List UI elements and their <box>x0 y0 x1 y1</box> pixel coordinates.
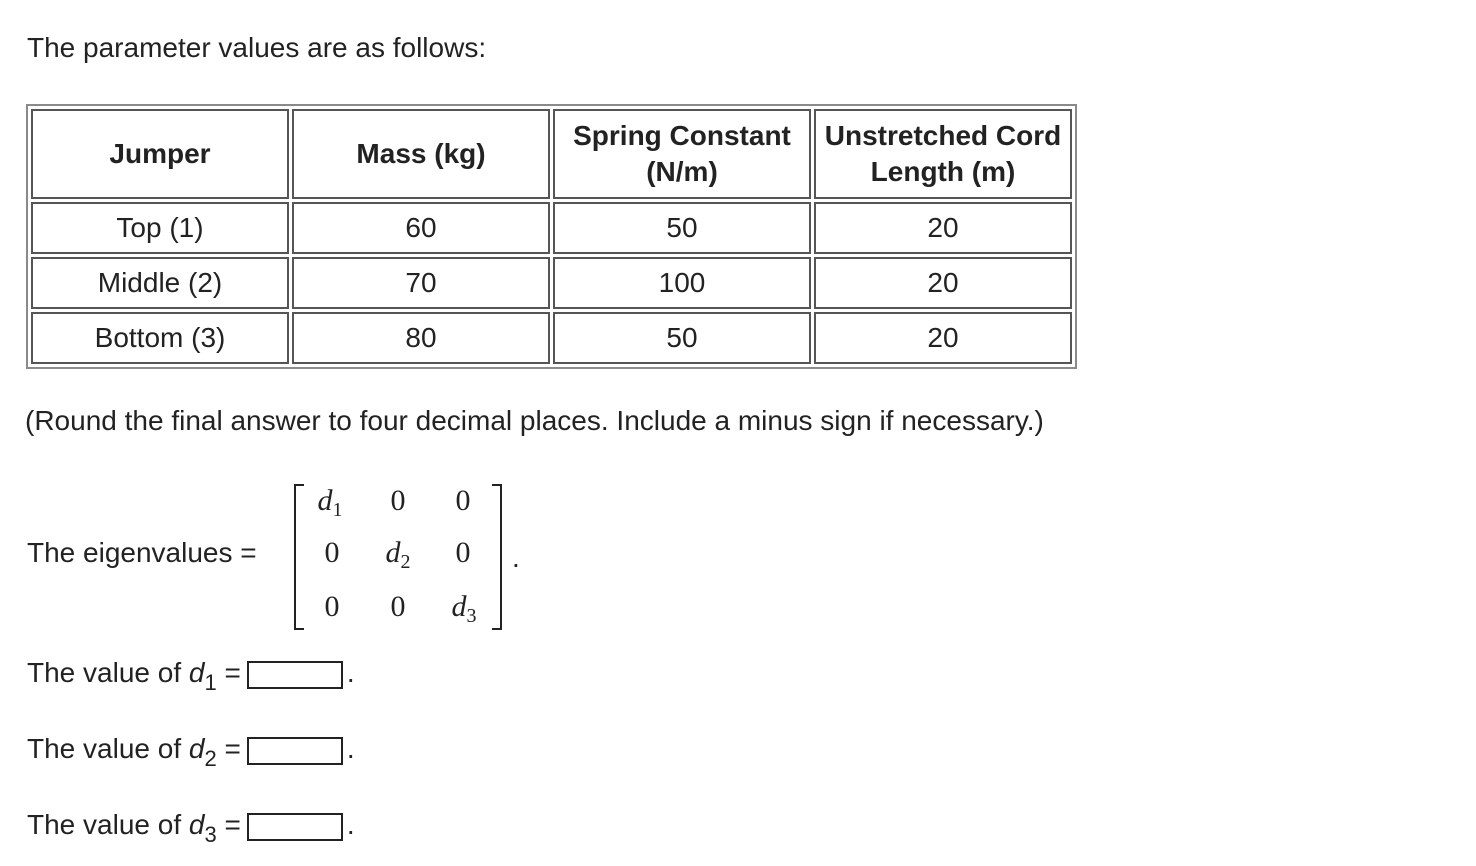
intro-text: The parameter values are as follows: <box>27 32 487 63</box>
d3-input[interactable] <box>247 813 343 841</box>
answer-row-d1 <box>27 655 355 701</box>
table-cell: Bottom (3) <box>31 312 289 364</box>
table-cell: Top (1) <box>31 202 289 254</box>
matrix-cell: 0 <box>324 536 340 569</box>
answer-label: The value of <box>27 809 189 840</box>
equals-sign: = <box>224 733 241 764</box>
answer-label: The value of <box>27 657 189 688</box>
matrix-period: . <box>512 542 520 573</box>
table-cell: 20 <box>814 202 1072 254</box>
table-cell: 80 <box>292 312 550 364</box>
answer-period: . <box>346 809 355 840</box>
header-mass: Mass (kg) <box>292 109 550 199</box>
equals-sign: = <box>224 657 241 688</box>
answer-period: . <box>346 657 355 688</box>
answer-subscript: 2 <box>204 746 217 771</box>
matrix-cell-d2: $d_2$ <box>385 536 411 573</box>
table-cell: 20 <box>814 257 1072 309</box>
answer-subscript: 1 <box>204 670 217 695</box>
answer-row-d2 <box>27 731 355 777</box>
matrix-cell: 0 <box>390 590 406 623</box>
table-row <box>31 202 1072 254</box>
matrix-cell: 0 <box>390 484 406 517</box>
answer-variable: d <box>188 657 205 688</box>
table-row <box>31 312 1072 364</box>
table-cell: 50 <box>553 312 811 364</box>
equals-sign: = <box>224 809 241 840</box>
eigenvalue-matrix <box>292 484 504 628</box>
d1-input[interactable] <box>247 661 343 689</box>
matrix-cell: 0 <box>324 590 340 623</box>
parameter-table <box>26 104 1077 369</box>
table-cell: 20 <box>814 312 1072 364</box>
header-jumper: Jumper <box>31 109 289 199</box>
table-cell: 60 <box>292 202 550 254</box>
table-row <box>31 257 1072 309</box>
header-spring-constant: Spring Constant (N/m) <box>553 109 811 199</box>
answer-row-d3 <box>27 807 355 853</box>
table-cell: 100 <box>553 257 811 309</box>
matrix-cell-d3: $d_3$ <box>451 590 477 627</box>
answer-variable: d <box>188 733 205 764</box>
matrix-cell: 0 <box>455 484 471 517</box>
matrix-cell-d1: $d_1$ <box>317 484 343 521</box>
answer-label: The value of <box>27 733 189 764</box>
table-cell: Middle (2) <box>31 257 289 309</box>
answer-subscript: 3 <box>204 822 217 847</box>
answer-variable: d <box>188 809 205 840</box>
answer-period: . <box>346 733 355 764</box>
d2-input[interactable] <box>247 737 343 765</box>
header-cord-length: Unstretched Cord Length (m) <box>814 109 1072 199</box>
table-cell: 70 <box>292 257 550 309</box>
matrix-cell: 0 <box>455 536 471 569</box>
eigenvalues-label: The eigenvalues = <box>27 537 257 568</box>
round-instruction: (Round the final answer to four decimal places. Include a minus sign if necessary.) <box>25 405 1044 436</box>
table-header-row <box>31 109 1072 199</box>
table-cell: 50 <box>553 202 811 254</box>
